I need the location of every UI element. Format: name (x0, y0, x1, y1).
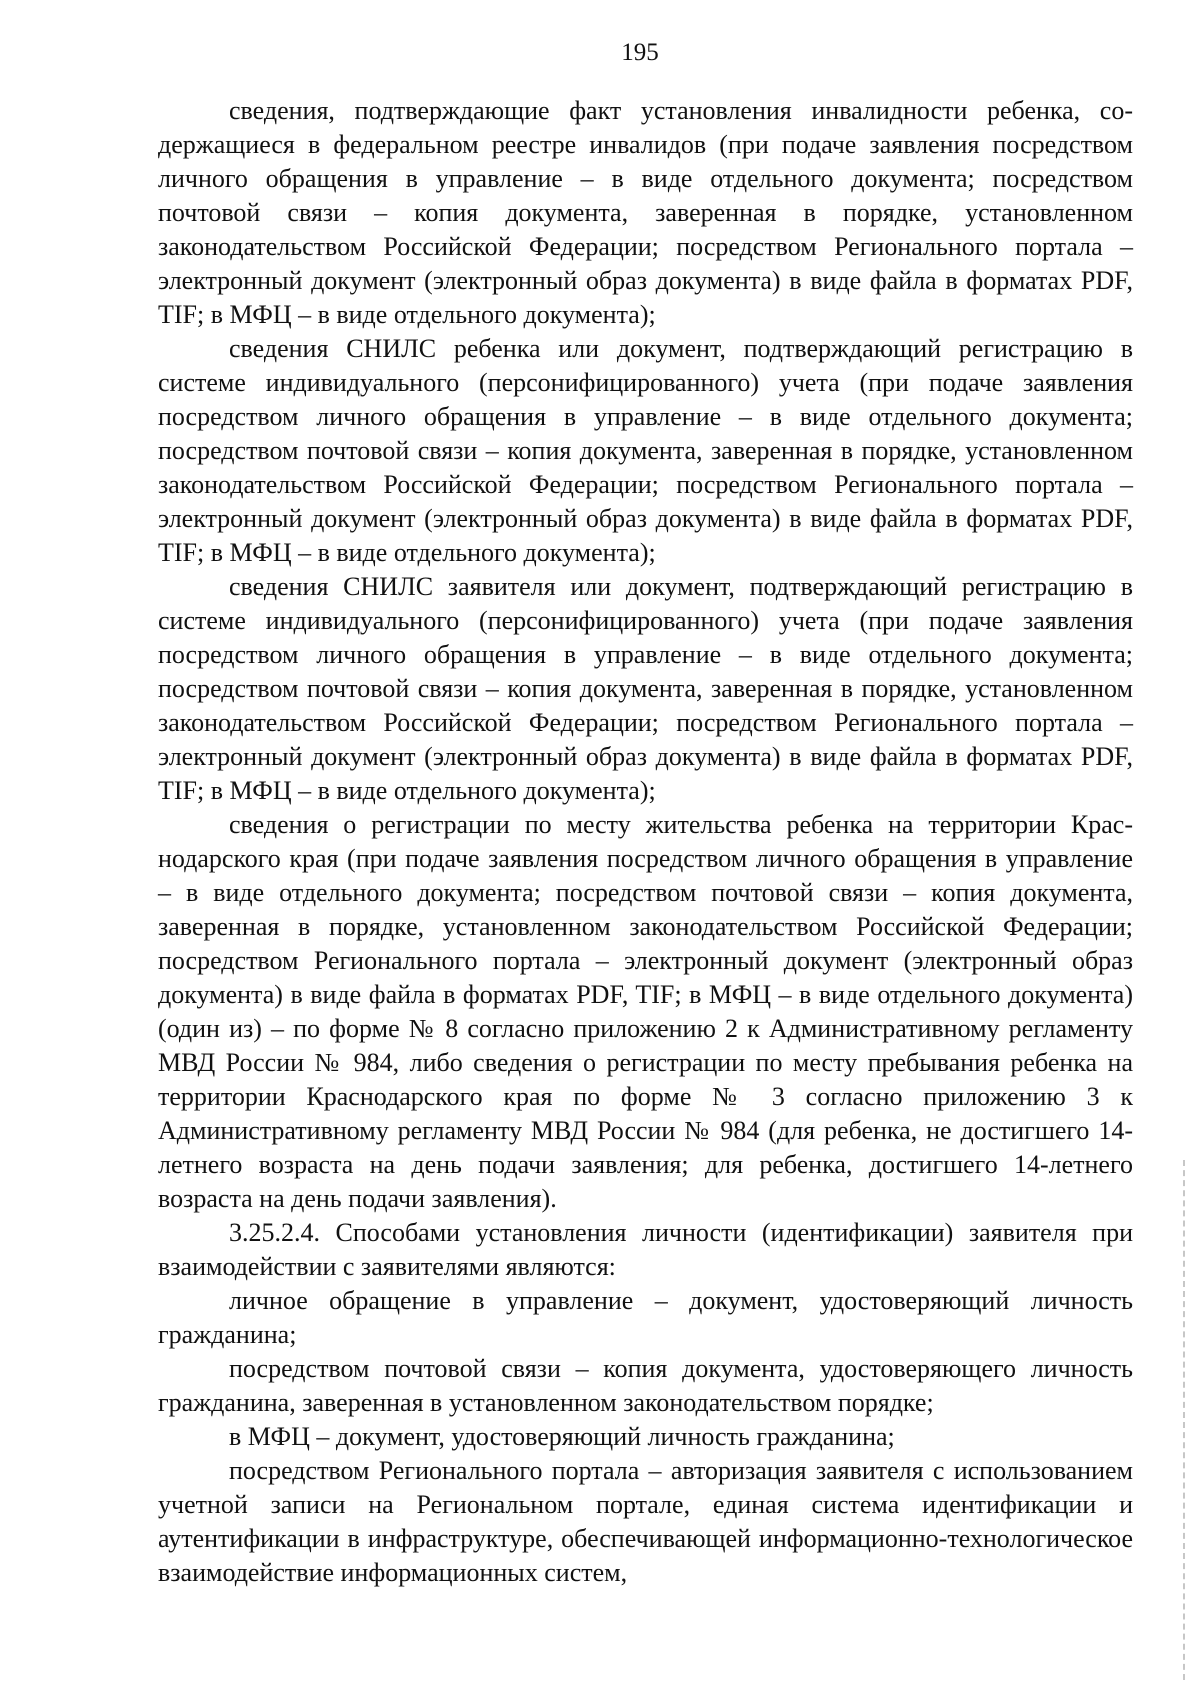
paragraph-disability-info: сведения, подтверждающие факт установления инвалидности ребенка, содержащиеся в федеральном реестре инвалидов (при подаче заявления посредством личного обращения в управление – в виде отдельного документа; посредством почтовой связи – копия документа, заверенная в порядке, установленном законодательством Российской Федерации; посредством Регионального портала – электронный документ (электронный образ документа) в виде файла в форматах PDF, TIF; в МФЦ – в виде отдельного документа); (158, 96, 1133, 329)
paragraph-mfc: в МФЦ – документ, удостоверяющий личность гражданина; (229, 1422, 895, 1451)
paragraph-child-registration: сведения о регистрации по месту жительства ребенка на территории Краснодарского края (при подаче заявления посредством личного обращения в управление – в виде отдельного документа; посредством почтовой связи – копия документа, заверенная в порядке, установленном законодательством Российской Федерации; посредством Регионального портала – электронный документ (электронный образ документа) в виде файла в форматах PDF, TIF; в МФЦ – в виде отдельного документа) (один из) – по форме № 8 согласно приложению 2 к Административному регламенту МВД России № 984, либо сведения о регистрации по месту пребывания ребенка на территории Краснодарского края по форме № 3 согласно приложению 3 к Административному регламенту МВД России № 984 (для ребенка, не достигшего 14-летнего возраста на день подачи заявления; для ребенка, достигшего 14-летнего возраста на день подачи заявления). (158, 810, 1133, 1213)
document-body (158, 94, 1133, 1590)
scan-edge-mark (1183, 1160, 1185, 1680)
paragraph-applicant-snils: сведения СНИЛС заявителя или документ, подтверждающий регистрацию в системе индивидуального (персонифицированного) учета (при подаче заявления посредством личного обращения в управление – в виде отдельного документа; посредством почтовой связи – копия документа, заверенная в порядке, установленном законодательством Российской Федерации; посредством Регионального портала – электронный документ (электронный образ документа) в виде файла в форматах PDF, TIF; в МФЦ – в виде отдельного документа); (158, 572, 1133, 805)
paragraph-regional-portal: посредством Регионального портала – авторизация заявителя с использованием учетной записи на Региональном портале, единая система идентификации и аутентификации в инфраструктуре, обеспечивающей информационно-технологическое взаимодействие информационных систем, (158, 1456, 1133, 1587)
page-number: 195 (621, 39, 659, 66)
paragraph-child-snils: сведения СНИЛС ребенка или документ, подтверждающий регистрацию в системе индивидуального (персонифицированного) учета (при подаче заявления посредством личного обращения в управление – в виде отдельного документа; посредством почтовой связи – копия документа, заверенная в порядке, установленном законодательством Российской Федерации; посредством Регионального портала – электронный документ (электронный образ документа) в виде файла в форматах PDF, TIF; в МФЦ – в виде отдельного документа); (158, 334, 1133, 567)
paragraph-identification-methods: 3.25.2.4. Способами установления личности (идентификации) заявителя при взаимодействии с заявителями являются: (158, 1218, 1133, 1281)
paragraph-personal-visit: личное обращение в управление – документ, удостоверяющий личность гражданина; (158, 1286, 1133, 1349)
paragraph-postal: посредством почтовой связи – копия документа, удостоверяющего личность гражданина, заверенная в установленном законодательством порядке; (158, 1354, 1133, 1417)
